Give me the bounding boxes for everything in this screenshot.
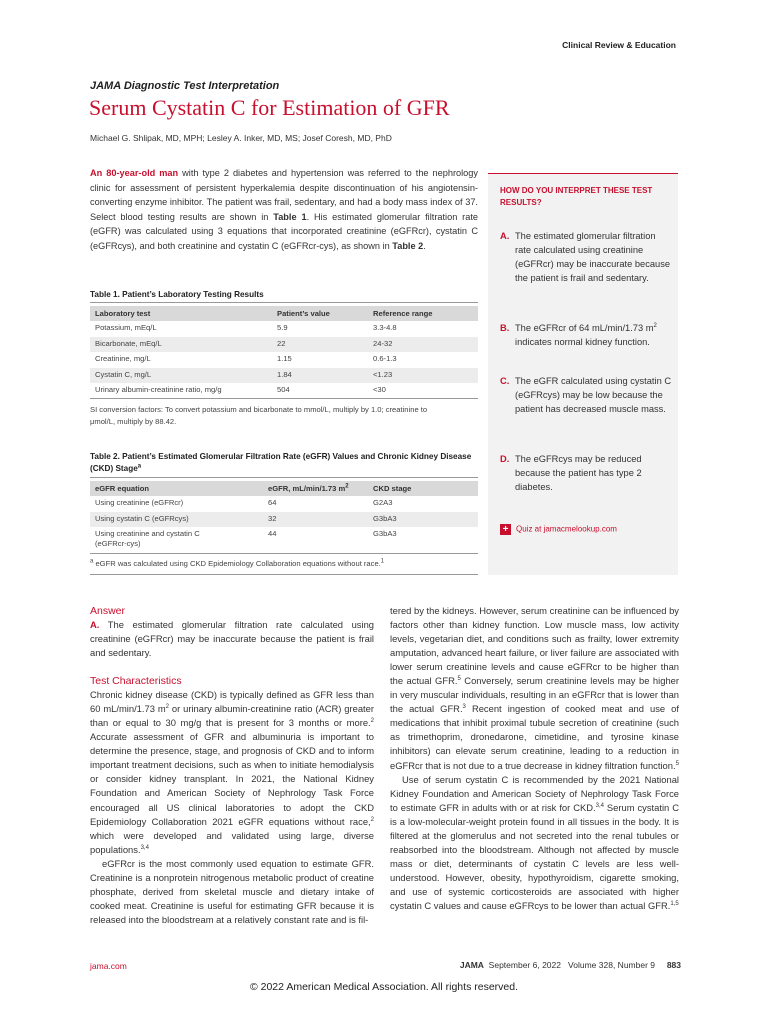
table-cell: 504	[277, 385, 290, 394]
table1-footnote	[90, 404, 478, 427]
body-paragraph	[390, 604, 679, 773]
table2-caption-line: Table 2. Patient’s Estimated Glomerular Filtration Rate (eGFR) Values and Chronic Kidney Disease	[90, 452, 472, 461]
case-text-3: .	[423, 240, 426, 251]
table-cell-text: Using creatinine and cystatin C	[95, 529, 200, 538]
table-cell: <30	[373, 385, 386, 394]
table-cell: Creatinine, mg/L	[95, 354, 151, 363]
table2-footnote-ref: 1	[380, 558, 385, 565]
table2-caption	[90, 451, 478, 475]
body-text: Accurate assessment of GFR and albuminuria is important to determine the presence, stage, and prognosis of CKD and to inform important treatment decisions, such as when to initiate hemodialysis or consider kidney transplant. In 2021, the National Kidney Foundation and American Society of Nephrology Task Force encouraged all US clinical laboratories to adopt the CKD Epidemiology Collaboration 2021 eGFR equations without race,	[90, 731, 374, 827]
quiz-option-text: The eGFRcys may be reduced because the patient has type 2 diabetes.	[515, 454, 642, 492]
table-cell: 3.3-4.8	[373, 323, 397, 332]
table2-footnote	[90, 558, 478, 570]
table1-header-row	[90, 306, 478, 321]
body-paragraph	[90, 688, 374, 857]
table-row	[90, 352, 478, 368]
footer-issue: September 6, 2022 Volume 328, Number 9	[488, 960, 655, 970]
footer-citation	[460, 960, 681, 970]
footer-site-link[interactable]: jama.com	[90, 961, 127, 971]
table2-header-cell: CKD stage	[368, 481, 478, 496]
quiz-option-c[interactable]	[500, 374, 672, 416]
table2-header-cell: eGFR equation	[90, 481, 263, 496]
table-cell-text: (eGFRcr-cys)	[95, 538, 141, 548]
table-cell: G3bA3	[373, 529, 397, 538]
body-text: Chronic kidney disease (CKD) is typically defined as GFR less than 60 mL/min/1.73 m	[90, 689, 374, 715]
table-row	[90, 368, 478, 384]
table-cell: Cystatin C, mg/L	[90, 368, 272, 384]
citation: 1,5	[670, 900, 679, 907]
quiz-option-text-part: indicates normal kidney function.	[515, 337, 650, 347]
body-text: Conversely, serum creatinine levels may be higher in very muscular individuals, resulting in an eGFRcr that is lower than the actual GFR.	[390, 675, 679, 715]
quiz-link[interactable]	[500, 524, 617, 535]
citation: 3	[462, 704, 466, 711]
footer-journal: JAMA	[459, 960, 484, 970]
table2-bottom-rule	[90, 553, 478, 554]
quiz-option-text: The estimated glomerular filtration rate calculated using creatinine (eGFRcr) may be inaccurate because the patient is frail and sedentary.	[515, 231, 671, 283]
quiz-link-text: Quiz at jamacmelookup.com	[516, 524, 617, 534]
column-left	[90, 604, 374, 927]
table-row	[90, 496, 478, 512]
table1-footnote-line: μmol/L, multiply by 88.42.	[90, 416, 177, 426]
citation: 3,4	[595, 802, 604, 809]
body-text: Recent ingestion of cooked meat and use of medications that inhibit proximal tubule secretion of creatinine (such as trimethoprim, dronedarone, cimetidine, and tyrosine kinase inhibitors) can elevate serum creatinine, leading to a reduction in eGFRcr that is not due to a true decrease in kidney filtration function.	[390, 703, 679, 771]
table2-top-rule	[90, 477, 478, 478]
quiz-option-text: The eGFR calculated using cystatin C (eGFRcys) may be low because the patient has decreased muscle mass.	[515, 376, 672, 414]
table2-footnote-sup: a	[90, 558, 94, 565]
quiz-option-letter: A.	[500, 231, 510, 241]
table-cell: Using cystatin C (eGFRcys)	[90, 512, 263, 528]
case-text-1: with type 2 diabetes and hypertension was referred to the nephrology clinic for assessment of persistent hyperkalemia despite discontinuation of his angiotensin-converting enzyme inhibitor. The patient was frail, sedentary, and had a body mass index of 37. Select blood testing results are shown in	[90, 168, 478, 222]
citation: 3,4	[140, 844, 149, 851]
table-cell: 22	[272, 337, 368, 353]
body-paragraph: eGFRcr is the most commonly used equation to estimate GFR. Creatinine is a nonprotein nitrogenous metabolic product of creatine phosphate, derived from skeletal muscle and dietary intake of cooked meat. Creatinine is useful for estimating GFR because it is released into the bloodstream at a relatively constant rate and is fil-	[90, 857, 374, 925]
table-cell: Using creatinine (eGFRcr)	[95, 498, 184, 507]
quiz-box	[488, 173, 678, 575]
table-cell: 24-32	[368, 337, 478, 353]
column-right	[390, 604, 679, 913]
quiz-option-a[interactable]	[500, 229, 672, 285]
table2-header-row	[90, 481, 478, 496]
table-cell: 5.9	[277, 323, 288, 332]
article-title: Serum Cystatin C for Estimation of GFR	[89, 95, 450, 120]
table-row	[90, 321, 478, 337]
table-cell: 44	[268, 529, 277, 538]
table1-footnote-line: SI conversion factors: To convert potassium and bicarbonate to mmol/L, multiply by 1.0; creatinine to	[90, 405, 428, 414]
citation: 5	[457, 676, 461, 683]
quiz-option-sup: 2	[653, 322, 657, 329]
citation: 2	[370, 816, 374, 823]
table-row	[90, 527, 478, 550]
table-cell: <1.23	[368, 368, 478, 384]
table-row	[90, 337, 478, 353]
table-cell: 64	[268, 498, 277, 507]
quiz-option-letter: C.	[500, 376, 510, 386]
quiz-option-text	[500, 321, 672, 349]
table-cell: Bicarbonate, mEq/L	[90, 337, 272, 353]
quiz-option-letter: B.	[500, 323, 510, 333]
citation: 2	[370, 718, 374, 725]
quiz-option-b[interactable]	[500, 321, 672, 349]
superscript: 2	[165, 704, 169, 711]
author-list: Michael G. Shlipak, MD, MPH; Lesley A. Inker, MD, MS; Josef Coresh, MD, PhD	[90, 133, 392, 143]
answer-body: The estimated glomerular filtration rate calculated using creatinine (eGFRcr) may be inaccurate because the patient is frail and sedentary.	[90, 619, 374, 659]
table-cell: 0.6-1.3	[373, 354, 397, 363]
section-label: Clinical Review & Education	[562, 40, 676, 50]
table1-top-rule	[90, 302, 478, 303]
table1-header-cell: Reference range	[368, 306, 478, 321]
table2	[90, 481, 478, 550]
test-characteristics-heading: Test Characteristics	[90, 675, 182, 688]
case-presentation	[90, 166, 478, 253]
table1-ref[interactable]: Table 1	[273, 211, 307, 222]
table-cell: Potassium, mEq/L	[95, 323, 157, 332]
table2-ref[interactable]: Table 2	[392, 240, 424, 251]
footer-page-number: 883	[666, 960, 681, 970]
table-cell: 1.84	[272, 368, 368, 384]
quiz-option-letter: D.	[500, 454, 510, 464]
table-row	[90, 512, 478, 528]
case-text-2: . His estimated glomerular filtration rate (eGFR) was calculated using 3 equations that incorporated creatinine (eGFRcr), cystatin C (eGFRcys), and both creatinine and cystatin C (eGFRcr-cys), as shown in	[90, 211, 479, 251]
body-text: tered by the kidneys. However, serum creatinine can be influenced by factors other than kidney function. Low muscle mass, low activity levels, vegetarian diet, and conditions such as frailty, lower extremity amputation, advanced heart failure, or liver failure are associated with lower serum creatinine levels and cause eGFRcr to be higher than the actual GFR.	[390, 605, 679, 687]
table-cell: 32	[263, 512, 368, 528]
quiz-option-text-part: The eGFRcr of 64 mL/min/1.73 m	[515, 323, 654, 333]
table1-bottom-rule	[90, 398, 478, 399]
table2-header-sup: 2	[345, 483, 349, 490]
table-cell: 1.15	[277, 354, 292, 363]
answer-letter: A.	[90, 619, 100, 630]
table2-header-text: eGFR, mL/min/1.73 m	[268, 484, 346, 493]
table-cell	[90, 527, 263, 550]
table1-header-cell: Laboratory test	[90, 306, 272, 321]
series-label: JAMA Diagnostic Test Interpretation	[90, 80, 280, 92]
plus-icon: +	[500, 524, 511, 535]
body-text: which were developed and validated using large, diverse populations.	[90, 829, 374, 855]
body-paragraph	[390, 773, 679, 913]
table2-footnote-text: eGFR was calculated using CKD Epidemiology Collaboration equations without race.	[93, 559, 381, 568]
table2-caption-sup: a	[137, 463, 142, 470]
citation: 5	[675, 760, 679, 767]
table2-caption-line: (CKD) Stage	[90, 464, 138, 473]
table1-header-cell: Patient’s value	[272, 306, 368, 321]
body-text: Serum cystatin C is a low-molecular-weight protein found in all tissues in the body. It is filtered at the glomerulus and not secreted into the renal tubules or reabsorbed into the bloodstream. Although not affected by muscle mass or diet, determinants of cystatin C levels are less well-understood. However, obesity, hypothyroidism, cigarette smoking, and use of systemic corticosteroids are associated with higher cystatin C values and cause eGFRcys to be lower than actual GFR.	[390, 801, 679, 911]
table-cell: G2A3	[373, 498, 393, 507]
table1-caption: Table 1. Patient’s Laboratory Testing Results	[90, 290, 264, 299]
body-text: Use of serum cystatin C is recommended by the 2021 National Kidney Foundation and American Society of Nephrology Task Force to estimate GFR in adults with or at risk for CKD.	[390, 773, 679, 813]
table2-footnote-rule	[90, 574, 478, 575]
body-text: or urinary albumin-creatinine ratio (ACR) greater than or equal to 30 mg/g that is present for 3 months or more.	[90, 703, 374, 729]
case-lead: An 80-year-old man	[90, 168, 179, 178]
table1	[90, 306, 478, 399]
table-cell: G3bA3	[368, 512, 478, 528]
copyright-notice: © 2022 American Medical Association. All rights reserved.	[249, 981, 519, 993]
answer-heading: Answer	[90, 605, 126, 617]
table2-header-cell	[263, 481, 368, 496]
answer-text	[90, 618, 374, 660]
table-row	[90, 383, 478, 399]
quiz-heading: HOW DO YOU INTERPRET THESE TEST RESULTS?	[500, 186, 653, 207]
quiz-option-d[interactable]	[500, 452, 672, 494]
table-cell: Urinary albumin-creatinine ratio, mg/g	[95, 385, 222, 394]
